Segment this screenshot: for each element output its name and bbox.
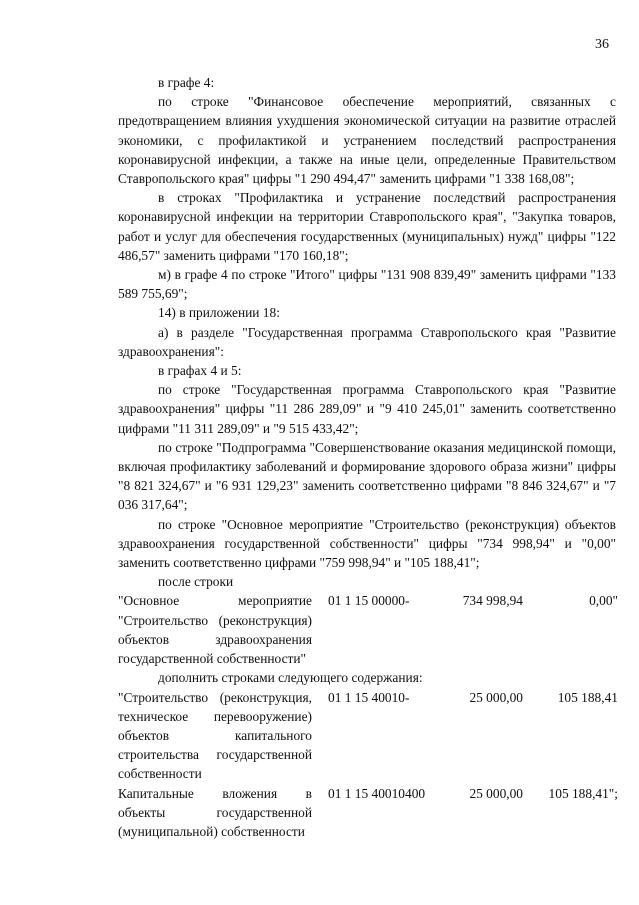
text-line: в графах 4 и 5: xyxy=(158,363,242,379)
row-code: 01 1 15 40010 xyxy=(328,785,405,801)
row-name: "Основное мероприятие "Строительство (реконструкция) объектов здравоохранения государственной собственности" xyxy=(118,593,312,667)
paragraph: а) в разделе "Государственная программа Ставропольского края "Развитие здравоохранения": xyxy=(118,324,616,359)
document-body xyxy=(118,73,616,841)
table-row xyxy=(118,784,618,842)
row-value-2: 105 188,41 xyxy=(557,689,618,705)
table-row xyxy=(118,688,618,784)
text-line: в графе 4: xyxy=(158,75,215,90)
text-line: 14) в приложении 18: xyxy=(158,305,280,321)
text-line: дополнить строками следующего содержания: xyxy=(158,670,423,686)
text-line: после строки xyxy=(158,574,234,590)
paragraph: по строке "Финансовое обеспечение мероприятий, связанных с предотвращением влияния ухудшения экономической ситуации на развитие отраслей экономики, с профилактикой и устранением последствий распространения коронавирусной инфекции, а также на иные цели, определенные Правительством Ставропольского края" цифры "1 290 494,47" заменить цифрами "1 338 168,08"; xyxy=(118,94,616,187)
paragraph: в строках "Профилактика и устранение последствий распространения коронавирусной инфекции на территории Ставропольского края", "Закупка товаров, работ и услуг для обеспечения государственных (муниципальных) нужд" цифры "122 486,57" заменить цифрами "170 160,18"; xyxy=(118,190,616,263)
row-value-1: 734 998,94 xyxy=(462,593,523,609)
paragraph: по строке "Подпрограмма "Совершенствование оказания медицинской помощи, включая профилактику заболеваний и формирование здорового образа жизни" цифры "8 821 324,67" и "6 931 129,23" заменить соответственно цифрами "8 846 324,67" и "7 036 317,64"; xyxy=(118,439,616,513)
paragraph: м) в графе 4 по строке "Итого" цифры "131 908 839,49" заменить цифрами "133 589 755,69"; xyxy=(118,267,616,302)
paragraph: по строке "Государственная программа Ставропольского края "Развитие здравоохранения" цифры "11 286 289,09" и "9 410 245,01" заменить соответственно цифрами "11 311 289,09" и "9 515 433,42"; xyxy=(118,382,616,436)
row-vr: 400 xyxy=(405,785,426,801)
row-name: Капитальные вложения в объекты государственной (муниципальной) собственности xyxy=(118,785,312,839)
row-code: 01 1 15 00000 xyxy=(328,593,405,609)
table-row-original xyxy=(118,591,618,668)
row-value-2: 0,00" xyxy=(589,593,618,609)
row-value-1: 25 000,00 xyxy=(469,785,523,801)
paragraph: по строке "Основное мероприятие "Строительство (реконструкция) объектов здравоохранения государственной собственности" цифры "734 998,94" и "0,00" заменить соответственно цифрами "759 998,94" и "105 188,41"; xyxy=(118,516,616,571)
row-name: "Строительство (реконструкция, техническое перевооружение) объектов капитального строительства государственной собственности xyxy=(118,689,312,782)
row-vr: - xyxy=(405,689,410,705)
row-value-2: 105 188,41"; xyxy=(548,785,618,801)
row-value-1: 25 000,00 xyxy=(469,689,523,705)
row-code: 01 1 15 40010 xyxy=(328,689,405,705)
row-vr: - xyxy=(405,593,410,609)
page-number: 36 xyxy=(595,37,609,52)
table-new-rows xyxy=(118,688,618,842)
